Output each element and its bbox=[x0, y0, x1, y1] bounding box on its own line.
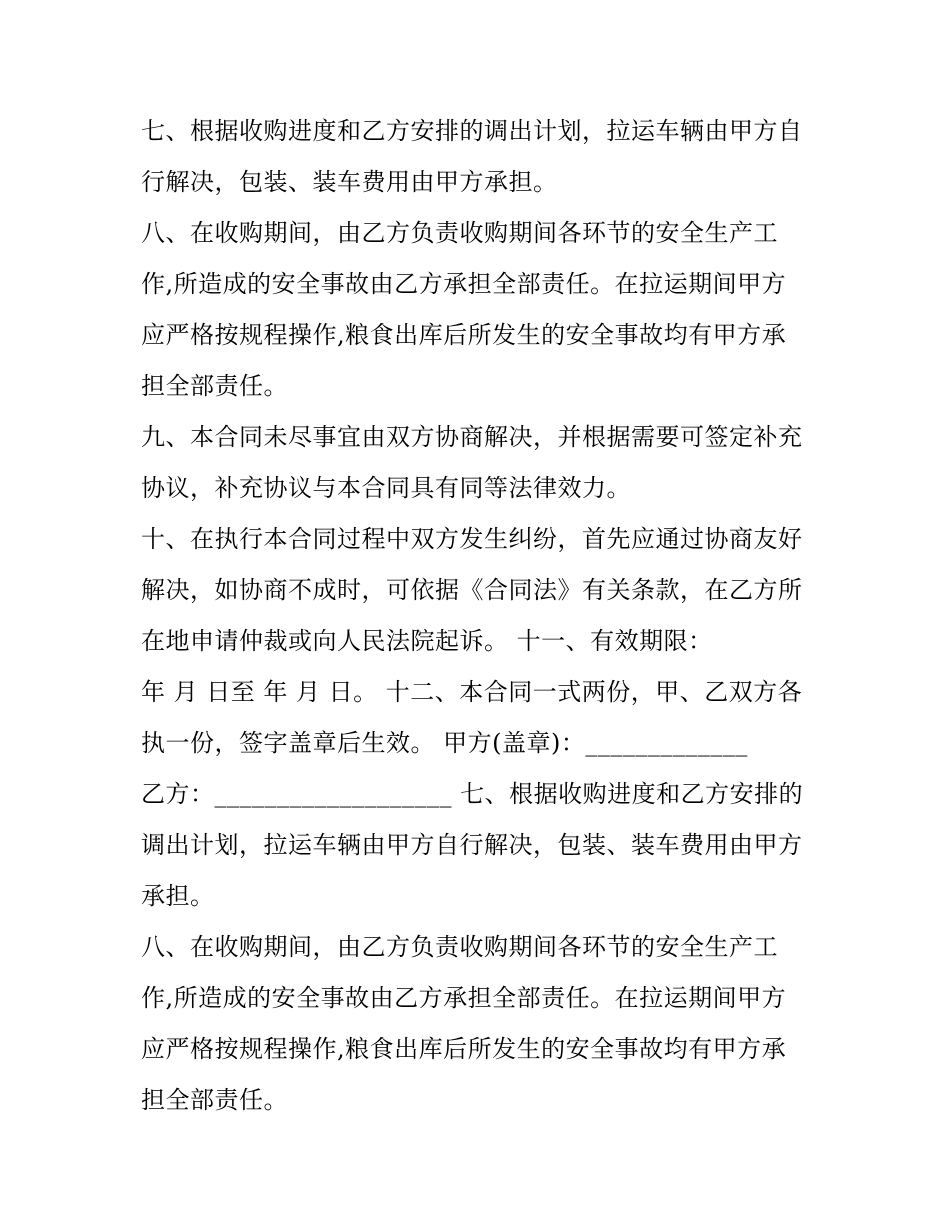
text-line: 九、本合同未尽事宜由双方协商解决，并根据需要可签定补充 bbox=[141, 423, 803, 451]
text-line: 承担。 bbox=[141, 882, 215, 910]
text-line: 执一份，签字盖章后生效。 甲方(盖章)：_____________ bbox=[141, 729, 748, 757]
text-line: 担全部责任。 bbox=[141, 1086, 288, 1114]
text-line: 应严格按规程操作,粮食出库后所发生的安全事故均有甲方承 bbox=[141, 321, 787, 349]
text-line: 协议，补充协议与本合同具有同等法律效力。 bbox=[141, 474, 631, 502]
text-line: 作,所造成的安全事故由乙方承担全部责任。在拉运期间甲方 bbox=[141, 270, 787, 298]
contract-text bbox=[141, 106, 821, 1126]
text-line: 乙方：___________________ 七、根据收购进度和乙方安排的 bbox=[141, 780, 804, 808]
text-line: 七、根据收购进度和乙方安排的调出计划，拉运车辆由甲方自 bbox=[141, 117, 803, 145]
text-line: 应严格按规程操作,粮食出库后所发生的安全事故均有甲方承 bbox=[141, 1035, 787, 1063]
text-line: 十、在执行本合同过程中双方发生纠纷，首先应通过协商友好 bbox=[141, 525, 803, 553]
text-line: 担全部责任。 bbox=[141, 372, 288, 400]
text-line: 调出计划，拉运车辆由甲方自行解决，包装、装车费用由甲方 bbox=[141, 831, 803, 859]
text-line: 作,所造成的安全事故由乙方承担全部责任。在拉运期间甲方 bbox=[141, 984, 787, 1012]
text-line: 解决，如协商不成时，可依据《合同法》有关条款，在乙方所 bbox=[141, 576, 803, 604]
text-line: 八、在收购期间，由乙方负责收购期间各环节的安全生产工 bbox=[141, 933, 778, 961]
text-line: 八、在收购期间，由乙方负责收购期间各环节的安全生产工 bbox=[141, 219, 778, 247]
text-line: 在地申请仲裁或向人民法院起诉。 十一、有效期限： bbox=[141, 627, 713, 655]
text-line: 年 月 日至 年 月 日。 十二、本合同一式两份，甲、乙双方各 bbox=[141, 678, 803, 706]
text-line: 行解决，包装、装车费用由甲方承担。 bbox=[141, 168, 558, 196]
